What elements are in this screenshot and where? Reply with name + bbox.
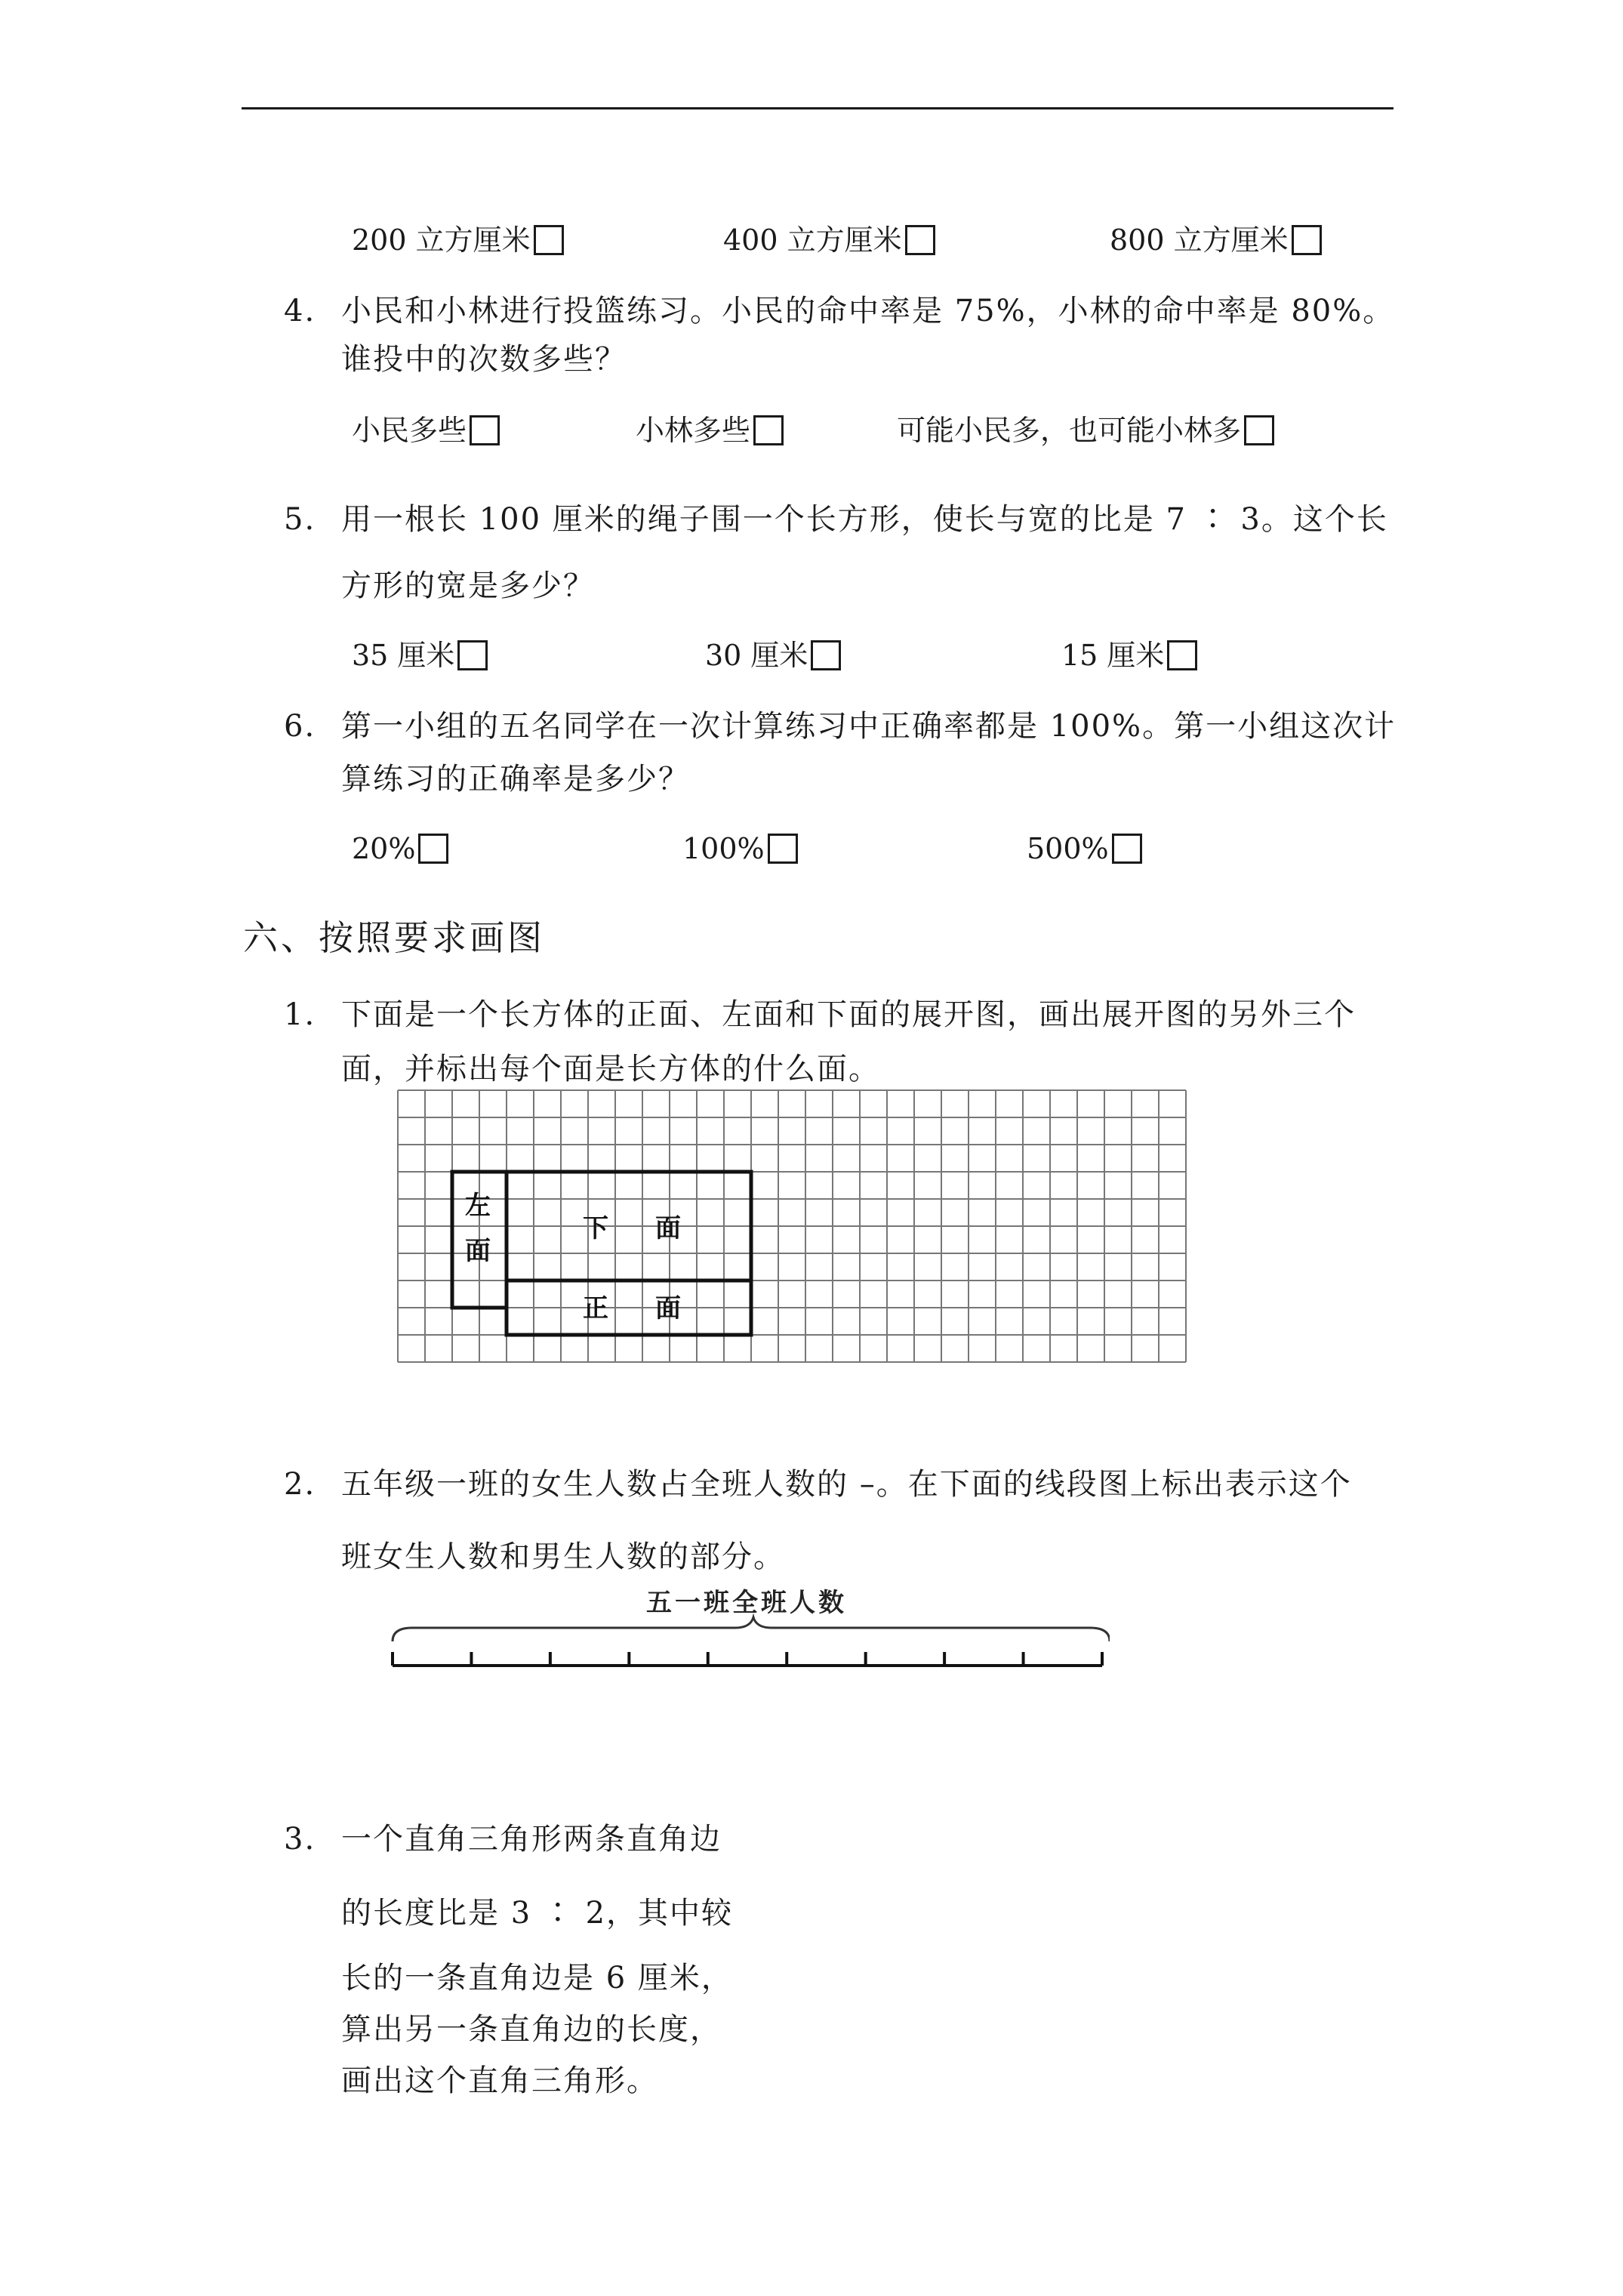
q6-option-1-label: 20% bbox=[352, 832, 416, 865]
p3-text-line2: 的长度比是 3 ∶ 2，其中较 bbox=[341, 1896, 734, 1931]
q5-text-line1: 用一根长 100 厘米的绳子围一个长方形，使长与宽的比是 7 ∶ 3。这个长 bbox=[341, 502, 1388, 537]
q6-option-1[interactable] bbox=[352, 829, 448, 868]
q3-option-1-label: 200 立方厘米 bbox=[352, 223, 531, 257]
q3-option-3[interactable] bbox=[1110, 220, 1322, 260]
checkbox[interactable] bbox=[753, 415, 784, 445]
p2-text-line1: 五年级一班的女生人数占全班人数的 –。在下面的线段图上标出表示这个 bbox=[341, 1467, 1352, 1502]
p3-text-line4: 算出另一条直角边的长度， bbox=[341, 2012, 722, 2047]
q5-number: 5. bbox=[284, 502, 316, 537]
checkbox[interactable] bbox=[1167, 640, 1197, 670]
face-bottom-label-1: 下 bbox=[583, 1213, 608, 1244]
checkbox[interactable] bbox=[1112, 834, 1142, 864]
q4-option-3-label: 可能小民多，也可能小林多 bbox=[897, 414, 1242, 447]
q6-option-2[interactable] bbox=[682, 829, 798, 868]
face-bottom-label-2: 面 bbox=[655, 1213, 681, 1244]
q6-option-2-label: 100% bbox=[682, 832, 765, 865]
q5-text-line2: 方形的宽是多少？ bbox=[341, 569, 595, 603]
brace bbox=[393, 1617, 1110, 1641]
q4-text-line1: 小民和小林进行投篮练习。小民的命中率是 75%，小林的命中率是 80%。 bbox=[341, 294, 1395, 328]
grid-lines bbox=[398, 1090, 1186, 1362]
q5-option-3[interactable] bbox=[1061, 636, 1197, 675]
q4-option-2-label: 小林多些 bbox=[636, 414, 751, 447]
checkbox[interactable] bbox=[534, 225, 564, 255]
segment-line bbox=[393, 1652, 1102, 1666]
face-left-label-2: 面 bbox=[465, 1236, 491, 1266]
p2-text-line2: 班女生人数和男生人数的部分。 bbox=[341, 1539, 785, 1574]
p2-number: 2. bbox=[284, 1467, 316, 1502]
q5-option-3-label: 15 厘米 bbox=[1061, 639, 1165, 672]
face-front-label-2: 面 bbox=[655, 1293, 681, 1324]
face-front-label-1: 正 bbox=[583, 1293, 608, 1324]
q4-text-line2: 谁投中的次数多些？ bbox=[341, 342, 627, 377]
checkbox[interactable] bbox=[1244, 415, 1274, 445]
q3-option-1[interactable] bbox=[352, 220, 564, 260]
q5-option-2-label: 30 厘米 bbox=[705, 639, 808, 672]
section-title: 六、按照要求画图 bbox=[243, 917, 545, 958]
q5-option-1-label: 35 厘米 bbox=[352, 639, 455, 672]
p1-number: 1. bbox=[284, 997, 316, 1032]
q4-option-1[interactable] bbox=[352, 411, 500, 450]
p3-text-line3: 长的一条直角边是 6 厘米， bbox=[341, 1961, 733, 1996]
checkbox[interactable] bbox=[470, 415, 500, 445]
checkbox[interactable] bbox=[811, 640, 841, 670]
checkbox[interactable] bbox=[1292, 225, 1322, 255]
checkbox[interactable] bbox=[905, 225, 935, 255]
p3-text-line1: 一个直角三角形两条直角边 bbox=[341, 1822, 722, 1857]
p1-text-line1: 下面是一个长方体的正面、左面和下面的展开图，画出展开图的另外三个 bbox=[341, 997, 1356, 1032]
q3-option-3-label: 800 立方厘米 bbox=[1110, 223, 1289, 257]
q6-number: 6. bbox=[284, 709, 316, 744]
checkbox[interactable] bbox=[418, 834, 448, 864]
face-left-label-1: 左 bbox=[465, 1191, 491, 1221]
q3-option-2[interactable] bbox=[723, 220, 935, 260]
q4-option-1-label: 小民多些 bbox=[352, 414, 467, 447]
q6-option-3-label: 500% bbox=[1027, 832, 1109, 865]
q4-option-3[interactable] bbox=[897, 411, 1274, 450]
p1-text-line2: 面，并标出每个面是长方体的什么面。 bbox=[341, 1052, 880, 1086]
q3-option-2-label: 400 立方厘米 bbox=[723, 223, 902, 257]
q4-number: 4. bbox=[284, 294, 316, 328]
q4-option-2[interactable] bbox=[636, 411, 784, 450]
segment-diagram[interactable] bbox=[385, 1581, 1110, 1679]
checkbox[interactable] bbox=[457, 640, 488, 670]
q6-text-line1: 第一小组的五名同学在一次计算练习中正确率都是 100%。第一小组这次计 bbox=[341, 709, 1397, 744]
q6-text-line2: 算练习的正确率是多少？ bbox=[341, 762, 690, 797]
grid-canvas[interactable] bbox=[393, 1084, 1196, 1368]
q5-option-2[interactable] bbox=[705, 636, 841, 675]
checkbox[interactable] bbox=[768, 834, 798, 864]
p3-number: 3. bbox=[284, 1822, 316, 1857]
header-rule bbox=[242, 107, 1394, 109]
p3-text-line5: 画出这个直角三角形。 bbox=[341, 2063, 658, 2098]
q6-option-3[interactable] bbox=[1027, 829, 1142, 868]
net-labels bbox=[465, 1191, 681, 1324]
brace-label: 五一班全班人数 bbox=[646, 1588, 847, 1618]
q5-option-1[interactable] bbox=[352, 636, 488, 675]
